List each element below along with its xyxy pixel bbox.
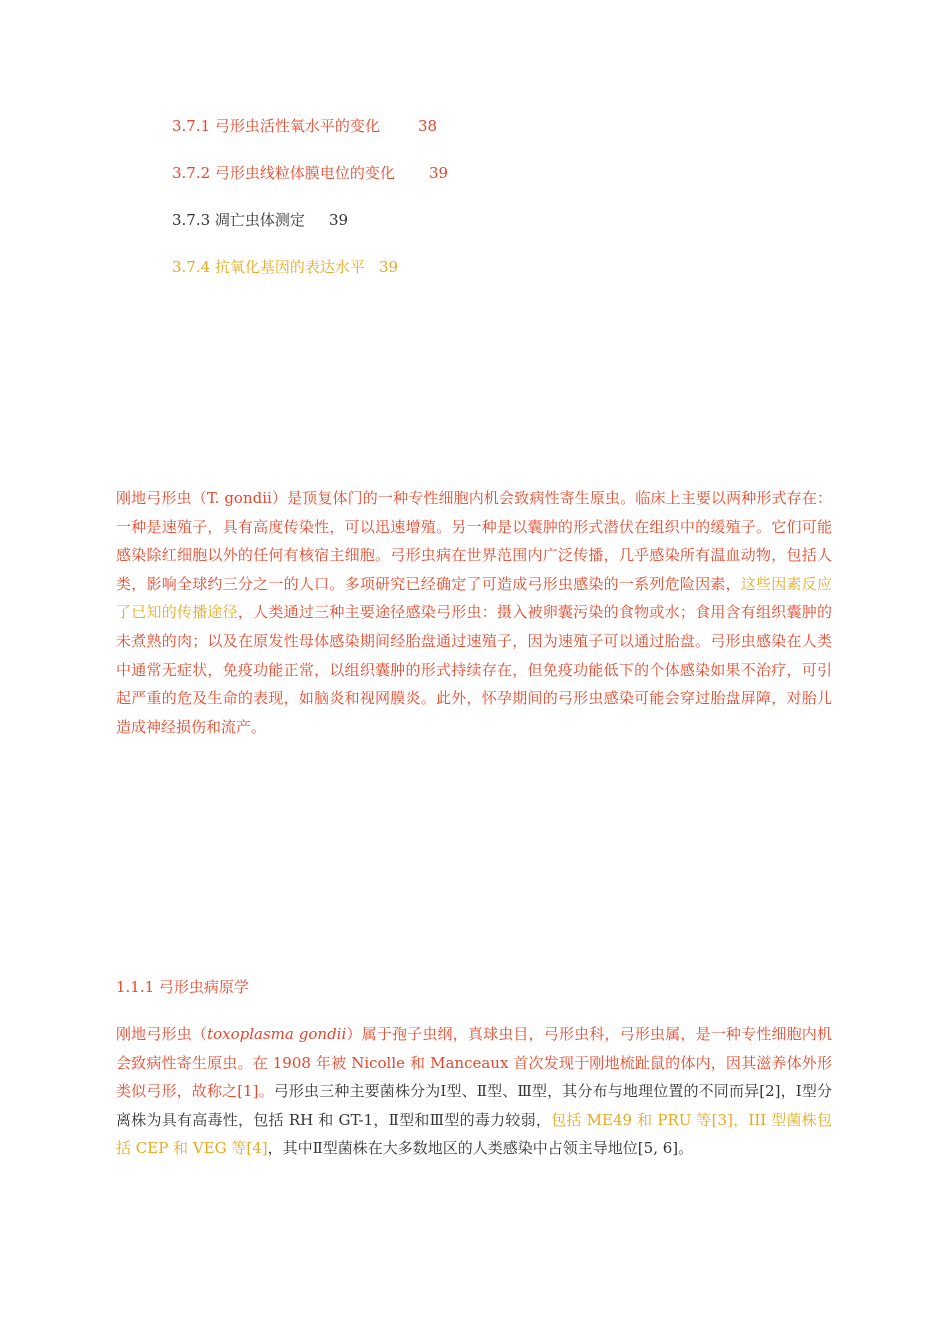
intro-text-2: ，人类通过三种主要途径感染弓形虫：摄入被卵囊污染的食物或水；食用含有组织囊肿的未煮熟的肉；以及在原发性母体感染期间经胎盘通过速殖子，因为速殖子可以通过胎盘。弓形虫感染在人类中通常无症状，免疫功能正常，以组织囊肿的形式持续存在，但免疫功能低下的个体感染如果不治疗，可引起严重的危及生命的表现，如脑炎和视网膜炎。此外，怀孕期间的弓形虫感染可能会穿过胎盘屏障，对胎儿造成神经损伤和流产。 (116, 603, 832, 736)
toc-page: 39 (378, 258, 399, 276)
etiology-text-2: ）属于孢子虫纲，真球虫目，弓形虫科，弓形虫属，是一种专性细胞内机会致病性寄生原虫。在 1908 年被 Nicolle 和 Manceaux 首次发现于刚地梳趾鼠的体内，因其滋养体外形类似弓形，故称之[1]。 (116, 1025, 832, 1101)
toc-label: 3.7.3 凋亡虫体测定 (172, 211, 305, 229)
toc-entry-3-7-4[interactable] (172, 257, 398, 277)
toc-label: 3.7.2 弓形虫线粒体膜电位的变化 (172, 164, 395, 182)
etiology-highlight: 包括 ME49 和 PRU 等[3]，III 型菌株包括 CEP 和 VEG 等[4] (116, 1110, 832, 1158)
section-heading: 1.1.1 弓形虫病原学 (116, 978, 249, 996)
intro-text-1: 刚地弓形虫（T. gondii）是顶复体门的一种专性细胞内机会致病性寄生原虫。临床上主要以两种形式存在：一种是速殖子，具有高度传染性，可以迅速增殖。另一种是以囊肿的形式潜伏在组织中的缓殖子。它们可能感染除红细胞以外的任何有核宿主细胞。弓形虫病在世界范围内广泛传播，几乎感染所有温血动物，包括人类，影响全球约三分之一的人口。多项研究已经确定了可造成弓形虫感染的一系列危险因素， (116, 489, 832, 593)
toc-label: 3.7.4 抗氧化基因的表达水平 (172, 258, 365, 276)
toc-entry-3-7-1[interactable] (172, 116, 437, 136)
toc-label: 3.7.1 弓形虫活性氧水平的变化 (172, 117, 380, 135)
toc-page: 39 (428, 164, 449, 182)
etiology-text-3: 弓形虫三种主要菌株分为Ⅰ型、Ⅱ型、Ⅲ型，其分布与地理位置的不同而异[2]，Ⅰ型分离株为具有高毒性，包括 RH 和 GT-1，Ⅱ型和Ⅲ型的毒力较弱， (116, 1082, 833, 1129)
etiology-text-4: ，其中Ⅱ型菌株在大多数地区的人类感染中占领主导地位[5, 6]。 (267, 1139, 694, 1158)
etiology-paragraph (116, 1020, 832, 1163)
etiology-text-1: 刚地弓形虫（ (116, 1025, 208, 1043)
intro-highlight: 这些因素反应了已知的传播途径 (116, 574, 832, 622)
toc-page: 38 (417, 117, 438, 135)
toc-entry-3-7-3[interactable] (172, 210, 348, 230)
toc-page: 39 (328, 211, 349, 229)
intro-paragraph (116, 484, 832, 741)
toc-entry-3-7-2[interactable] (172, 163, 448, 183)
species-name: toxoplasma gondii (207, 1025, 347, 1043)
